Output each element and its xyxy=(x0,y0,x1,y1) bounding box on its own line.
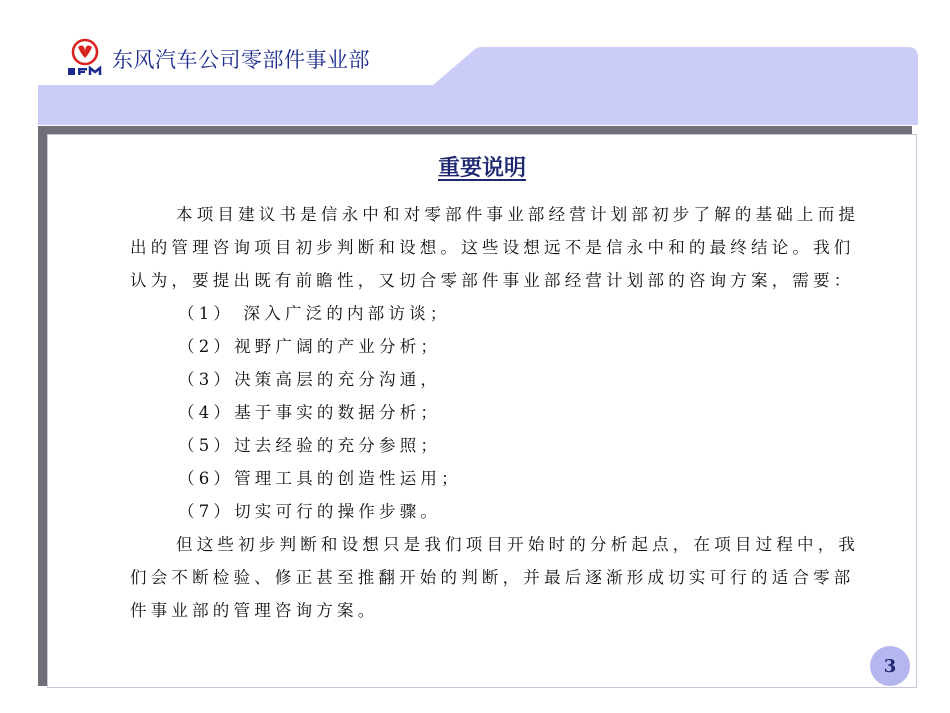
list-item: （1） 深入广泛的内部访谈； xyxy=(178,304,451,323)
content-panel xyxy=(47,134,917,688)
paragraph-line: 件事业部的管理咨询方案。 xyxy=(130,601,379,620)
list-item: （5）过去经验的充分参照； xyxy=(178,436,442,455)
paragraph-line: 但这些初步判断和设想只是我们项目开始时的分析起点，在项目过程中，我 xyxy=(176,535,860,554)
dfm-logo-icon xyxy=(64,38,106,78)
paragraph-line: 出的管理咨询项目初步判断和设想。这些设想远不是信永中和的最终结论。我们 xyxy=(130,238,855,257)
list-item: （2）视野广阔的产业分析； xyxy=(178,337,442,356)
paragraph-line: 们会不断检验、修正甚至推翻开始的判断，并最后逐渐形成切实可行的适合零部 xyxy=(130,568,855,587)
paragraph-line: 认为，要提出既有前瞻性，又切合零部件事业部经营计划部的咨询方案，需要： xyxy=(130,271,855,290)
panel-shadow-top xyxy=(38,126,912,134)
page-number-badge xyxy=(870,646,910,686)
company-name: 东风汽车公司零部件事业部 xyxy=(112,48,370,72)
page-number: 3 xyxy=(883,655,897,677)
list-item: （3）决策高层的充分沟通， xyxy=(178,370,442,389)
document-title: 重要说明 xyxy=(437,155,526,181)
paragraph-line: 本项目建议书是信永中和对零部件事业部经营计划部初步了解的基础上而提 xyxy=(176,205,860,224)
list-item: （7）切实可行的操作步骤。 xyxy=(178,502,442,521)
list-item: （6）管理工具的创造性运用； xyxy=(178,469,462,488)
list-item: （4）基于事实的数据分析； xyxy=(178,403,442,422)
